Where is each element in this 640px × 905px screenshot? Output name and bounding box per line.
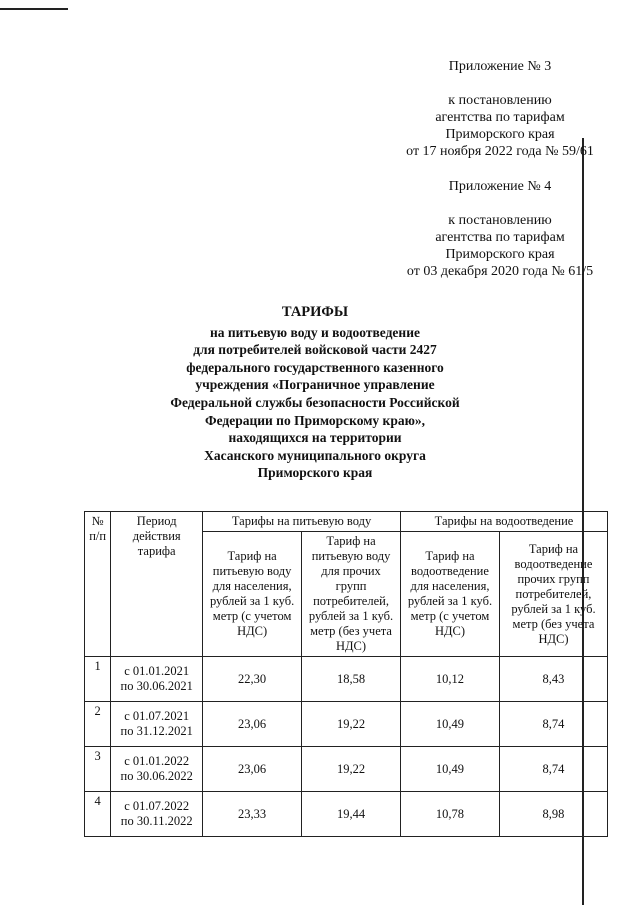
cell-sewer-population: 10,49	[401, 702, 500, 747]
table-row	[85, 792, 608, 837]
cell-sewer-population: 10,49	[401, 747, 500, 792]
period-to: по 31.12.2021	[120, 724, 193, 738]
row-period	[111, 657, 203, 702]
row-num: 2	[85, 702, 111, 747]
appendix-3-line: Приморского края	[445, 127, 555, 142]
appendix-4-line: Приморского края	[445, 247, 555, 262]
appendix-3-line: от 17 ноября 2022 года № 59/61	[406, 144, 594, 159]
title-line: находящихся на территории	[228, 430, 402, 446]
appendix-3-heading: Приложение № 3	[448, 59, 552, 74]
cell-sewer-other: 8,43	[499, 657, 607, 702]
title-line: Хасанского муниципального округа	[204, 447, 426, 463]
appendix-3-line: к постановлению	[448, 93, 552, 108]
header-period: Период действия тарифа	[111, 512, 203, 657]
appendix-4-block	[380, 178, 620, 280]
cell-sewer-population: 10,78	[401, 792, 500, 837]
header-water-population: Тариф на питьевую воду для населения, рублей за 1 куб. метр (с учетом НДС)	[203, 532, 302, 657]
cell-sewer-other: 8,74	[499, 747, 607, 792]
tariffs-table	[84, 511, 608, 837]
period-to: по 30.06.2021	[120, 679, 193, 693]
table-row	[85, 702, 608, 747]
appendix-4-line: к постановлению	[448, 213, 552, 228]
cell-sewer-other: 8,98	[499, 792, 607, 837]
table-row	[85, 657, 608, 702]
header-water-other: Тариф на питьевую воду для прочих групп потребителей, рублей за 1 куб. метр (без учета НДС)	[302, 532, 401, 657]
period-to: по 30.11.2022	[120, 814, 193, 828]
title-line: федерального государственного казенного	[186, 359, 444, 375]
period-from: с 01.01.2021	[124, 664, 190, 678]
title-line: Федерации по Приморскому краю»,	[204, 412, 426, 428]
row-num: 4	[85, 792, 111, 837]
cell-water-population: 23,06	[203, 747, 302, 792]
cell-sewer-population: 10,12	[401, 657, 500, 702]
title-line: учреждения «Пограничное управление	[195, 377, 435, 393]
title-line: Федеральной службы безопасности Российской	[170, 394, 460, 410]
cell-water-other: 19,22	[302, 702, 401, 747]
appendix-3-line: агентства по тарифам	[435, 110, 565, 125]
row-period	[111, 792, 203, 837]
appendix-4-line: от 03 декабря 2020 года № 61/5	[406, 264, 594, 279]
header-group-water: Тарифы на питьевую воду	[203, 512, 401, 532]
header-sewer-other: Тариф на водоотведение прочих групп потребителей, рублей за 1 куб. метр (без учета НДС)	[499, 532, 607, 657]
row-period	[111, 747, 203, 792]
cell-water-population: 23,06	[203, 702, 302, 747]
period-from: с 01.07.2022	[124, 799, 190, 813]
cell-water-other: 19,44	[302, 792, 401, 837]
cell-water-population: 23,33	[203, 792, 302, 837]
title-main: ТАРИФЫ	[281, 304, 349, 320]
appendix-4-line: агентства по тарифам	[435, 230, 565, 245]
cell-water-other: 18,58	[302, 657, 401, 702]
document-title	[110, 304, 520, 482]
row-period	[111, 702, 203, 747]
header-sewer-population: Тариф на водоотведение для населения, рублей за 1 куб. метр (с учетом НДС)	[401, 532, 500, 657]
period-from: с 01.07.2021	[124, 709, 190, 723]
period-to: по 30.06.2022	[120, 769, 193, 783]
title-line: на питьевую воду и водоотведение	[210, 324, 420, 340]
period-from: с 01.01.2022	[124, 754, 190, 768]
row-num: 1	[85, 657, 111, 702]
top-rule	[0, 8, 68, 10]
table-row	[85, 747, 608, 792]
appendix-4-heading: Приложение № 4	[448, 179, 552, 194]
title-line: Приморского края	[257, 465, 373, 481]
header-num: № п/п	[85, 512, 111, 657]
row-num: 3	[85, 747, 111, 792]
cell-water-population: 22,30	[203, 657, 302, 702]
cell-water-other: 19,22	[302, 747, 401, 792]
title-line: для потребителей войсковой части 2427	[193, 342, 437, 358]
cell-sewer-other: 8,74	[499, 702, 607, 747]
header-group-sewer: Тарифы на водоотведение	[401, 512, 608, 532]
appendix-3-block	[380, 58, 620, 160]
